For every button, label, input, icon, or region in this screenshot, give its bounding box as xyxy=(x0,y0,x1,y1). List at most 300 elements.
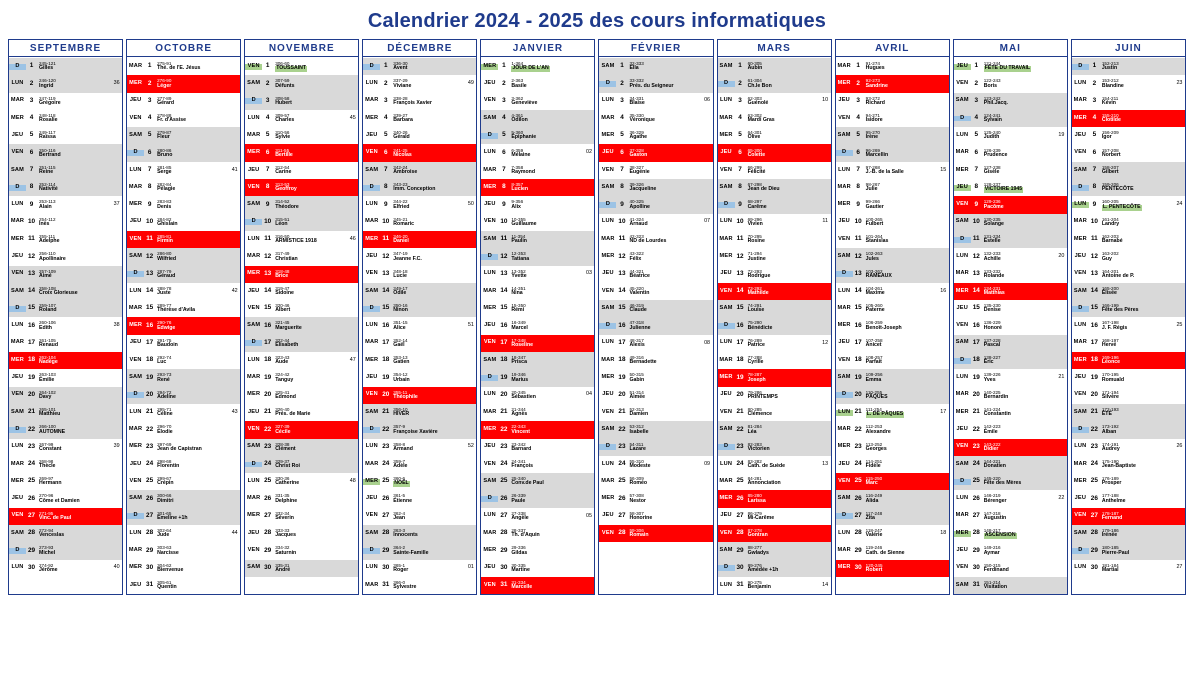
day-row[interactable] xyxy=(836,369,949,386)
day-row[interactable] xyxy=(481,490,594,507)
day-row[interactable] xyxy=(481,58,594,75)
day-row[interactable] xyxy=(127,58,240,75)
day-row[interactable] xyxy=(363,144,476,161)
day-row[interactable] xyxy=(363,404,476,421)
day-row[interactable] xyxy=(481,387,594,404)
day-row[interactable] xyxy=(245,144,358,161)
day-row[interactable] xyxy=(245,369,358,386)
day-row[interactable] xyxy=(599,335,712,352)
day-row[interactable] xyxy=(363,248,476,265)
day-row[interactable] xyxy=(481,300,594,317)
day-row[interactable] xyxy=(599,144,712,161)
day-row[interactable] xyxy=(127,300,240,317)
day-row[interactable] xyxy=(363,560,476,577)
day-row[interactable] xyxy=(245,300,358,317)
day-row[interactable] xyxy=(718,214,831,231)
day-row[interactable] xyxy=(1072,162,1185,179)
day-row[interactable] xyxy=(363,387,476,404)
day-row[interactable] xyxy=(836,525,949,542)
day-row[interactable] xyxy=(363,231,476,248)
day-row[interactable] xyxy=(718,162,831,179)
day-row[interactable] xyxy=(481,93,594,110)
day-row[interactable] xyxy=(954,231,1067,248)
day-row[interactable] xyxy=(481,248,594,265)
day-row[interactable] xyxy=(718,421,831,438)
day-row[interactable] xyxy=(9,404,122,421)
day-row[interactable] xyxy=(127,110,240,127)
day-row[interactable] xyxy=(954,473,1067,490)
day-row[interactable] xyxy=(363,179,476,196)
day-row[interactable] xyxy=(954,144,1067,161)
day-row[interactable] xyxy=(599,214,712,231)
day-row[interactable] xyxy=(9,387,122,404)
day-row[interactable] xyxy=(9,439,122,456)
day-row[interactable] xyxy=(9,560,122,577)
day-row[interactable] xyxy=(481,283,594,300)
day-row[interactable] xyxy=(599,196,712,213)
day-row[interactable] xyxy=(718,387,831,404)
day-row[interactable] xyxy=(954,508,1067,525)
day-row[interactable] xyxy=(481,525,594,542)
day-row[interactable] xyxy=(127,93,240,110)
day-row[interactable] xyxy=(836,387,949,404)
day-row[interactable] xyxy=(363,300,476,317)
day-row[interactable] xyxy=(245,490,358,507)
day-row[interactable] xyxy=(718,127,831,144)
day-row[interactable] xyxy=(599,179,712,196)
day-row[interactable] xyxy=(9,266,122,283)
day-row[interactable] xyxy=(599,266,712,283)
day-row[interactable] xyxy=(718,335,831,352)
day-row[interactable] xyxy=(836,490,949,507)
day-row[interactable] xyxy=(481,127,594,144)
day-row[interactable] xyxy=(1072,283,1185,300)
day-row[interactable] xyxy=(1072,352,1185,369)
day-row[interactable] xyxy=(245,352,358,369)
day-row[interactable] xyxy=(718,525,831,542)
day-row[interactable] xyxy=(363,456,476,473)
day-row[interactable] xyxy=(718,577,831,594)
day-row[interactable] xyxy=(245,456,358,473)
day-row[interactable] xyxy=(1072,439,1185,456)
day-row[interactable] xyxy=(599,473,712,490)
day-row[interactable] xyxy=(9,369,122,386)
day-row[interactable] xyxy=(245,127,358,144)
day-row[interactable] xyxy=(9,58,122,75)
day-row[interactable] xyxy=(1072,58,1185,75)
day-row[interactable] xyxy=(954,387,1067,404)
day-row[interactable] xyxy=(363,369,476,386)
day-row[interactable] xyxy=(954,352,1067,369)
day-row[interactable] xyxy=(836,508,949,525)
day-row[interactable] xyxy=(836,421,949,438)
day-row[interactable] xyxy=(9,335,122,352)
day-row[interactable] xyxy=(1072,456,1185,473)
day-row[interactable] xyxy=(245,439,358,456)
day-row[interactable] xyxy=(599,456,712,473)
day-row[interactable] xyxy=(1072,93,1185,110)
day-row[interactable] xyxy=(481,456,594,473)
day-row[interactable] xyxy=(363,127,476,144)
day-row[interactable] xyxy=(954,93,1067,110)
day-row[interactable] xyxy=(1072,231,1185,248)
day-row[interactable] xyxy=(127,266,240,283)
day-row[interactable] xyxy=(127,248,240,265)
day-row[interactable] xyxy=(718,439,831,456)
day-row[interactable] xyxy=(954,300,1067,317)
day-row[interactable] xyxy=(9,473,122,490)
day-row[interactable] xyxy=(599,352,712,369)
day-row[interactable] xyxy=(599,404,712,421)
day-row[interactable] xyxy=(127,525,240,542)
day-row[interactable] xyxy=(127,144,240,161)
day-row[interactable] xyxy=(9,490,122,507)
day-row[interactable] xyxy=(1072,196,1185,213)
day-row[interactable] xyxy=(245,248,358,265)
day-row[interactable] xyxy=(954,439,1067,456)
day-row[interactable] xyxy=(363,196,476,213)
day-row[interactable] xyxy=(954,248,1067,265)
day-row[interactable] xyxy=(363,490,476,507)
day-row[interactable] xyxy=(1072,266,1185,283)
day-row[interactable] xyxy=(9,110,122,127)
day-row[interactable] xyxy=(599,369,712,386)
day-row[interactable] xyxy=(954,58,1067,75)
day-row[interactable] xyxy=(1072,144,1185,161)
day-row[interactable] xyxy=(599,387,712,404)
day-row[interactable] xyxy=(718,283,831,300)
day-row[interactable] xyxy=(836,266,949,283)
day-row[interactable] xyxy=(363,335,476,352)
day-row[interactable] xyxy=(836,110,949,127)
day-row[interactable] xyxy=(954,214,1067,231)
day-row[interactable] xyxy=(9,283,122,300)
day-row[interactable] xyxy=(245,266,358,283)
day-row[interactable] xyxy=(127,335,240,352)
day-row[interactable] xyxy=(836,93,949,110)
day-row[interactable] xyxy=(245,93,358,110)
day-row[interactable] xyxy=(718,266,831,283)
day-row[interactable] xyxy=(9,352,122,369)
day-row[interactable] xyxy=(954,490,1067,507)
day-row[interactable] xyxy=(245,542,358,559)
day-row[interactable] xyxy=(127,231,240,248)
day-row[interactable] xyxy=(9,75,122,92)
day-row[interactable] xyxy=(9,214,122,231)
day-row[interactable] xyxy=(1072,560,1185,577)
day-row[interactable] xyxy=(599,317,712,334)
day-row[interactable] xyxy=(599,75,712,92)
day-row[interactable] xyxy=(481,439,594,456)
day-row[interactable] xyxy=(363,162,476,179)
day-row[interactable] xyxy=(481,560,594,577)
day-row[interactable] xyxy=(718,58,831,75)
day-row[interactable] xyxy=(9,93,122,110)
day-row[interactable] xyxy=(718,75,831,92)
day-row[interactable] xyxy=(245,404,358,421)
day-row[interactable] xyxy=(836,196,949,213)
day-row[interactable] xyxy=(127,162,240,179)
day-row[interactable] xyxy=(954,542,1067,559)
day-row[interactable] xyxy=(245,162,358,179)
day-row[interactable] xyxy=(245,317,358,334)
day-row[interactable] xyxy=(363,421,476,438)
day-row[interactable] xyxy=(127,127,240,144)
day-row[interactable] xyxy=(954,179,1067,196)
day-row[interactable] xyxy=(718,473,831,490)
day-row[interactable] xyxy=(836,335,949,352)
day-row[interactable] xyxy=(245,421,358,438)
day-row[interactable] xyxy=(836,283,949,300)
day-row[interactable] xyxy=(363,214,476,231)
day-row[interactable] xyxy=(363,525,476,542)
day-row[interactable] xyxy=(954,577,1067,594)
day-row[interactable] xyxy=(481,231,594,248)
day-row[interactable] xyxy=(127,369,240,386)
day-row[interactable] xyxy=(481,162,594,179)
day-row[interactable] xyxy=(1072,300,1185,317)
day-row[interactable] xyxy=(9,196,122,213)
day-row[interactable] xyxy=(599,162,712,179)
day-row[interactable] xyxy=(836,162,949,179)
day-row[interactable] xyxy=(599,490,712,507)
day-row[interactable] xyxy=(363,508,476,525)
day-row[interactable] xyxy=(954,196,1067,213)
day-row[interactable] xyxy=(245,196,358,213)
day-row[interactable] xyxy=(954,317,1067,334)
day-row[interactable] xyxy=(1072,179,1185,196)
day-row[interactable] xyxy=(718,369,831,386)
day-row[interactable] xyxy=(127,421,240,438)
day-row[interactable] xyxy=(599,508,712,525)
day-row[interactable] xyxy=(481,577,594,594)
day-row[interactable] xyxy=(599,248,712,265)
day-row[interactable] xyxy=(481,317,594,334)
day-row[interactable] xyxy=(481,421,594,438)
day-row[interactable] xyxy=(481,179,594,196)
day-row[interactable] xyxy=(127,473,240,490)
day-row[interactable] xyxy=(718,196,831,213)
day-row[interactable] xyxy=(363,352,476,369)
day-row[interactable] xyxy=(245,473,358,490)
day-row[interactable] xyxy=(954,404,1067,421)
day-row[interactable] xyxy=(718,560,831,577)
day-row[interactable] xyxy=(481,404,594,421)
day-row[interactable] xyxy=(1072,369,1185,386)
day-row[interactable] xyxy=(836,542,949,559)
day-row[interactable] xyxy=(1072,525,1185,542)
day-row[interactable] xyxy=(363,110,476,127)
day-row[interactable] xyxy=(9,144,122,161)
day-row[interactable] xyxy=(245,179,358,196)
day-row[interactable] xyxy=(718,110,831,127)
day-row[interactable] xyxy=(718,542,831,559)
day-row[interactable] xyxy=(127,179,240,196)
day-row[interactable] xyxy=(245,214,358,231)
day-row[interactable] xyxy=(9,300,122,317)
day-row[interactable] xyxy=(363,439,476,456)
day-row[interactable] xyxy=(836,179,949,196)
day-row[interactable] xyxy=(954,456,1067,473)
day-row[interactable] xyxy=(127,439,240,456)
day-row[interactable] xyxy=(1072,421,1185,438)
day-row[interactable] xyxy=(245,560,358,577)
day-row[interactable] xyxy=(127,560,240,577)
day-row[interactable] xyxy=(836,473,949,490)
day-row[interactable] xyxy=(127,317,240,334)
day-row[interactable] xyxy=(599,525,712,542)
day-row[interactable] xyxy=(954,266,1067,283)
day-row[interactable] xyxy=(1072,404,1185,421)
day-row[interactable] xyxy=(9,162,122,179)
day-row[interactable] xyxy=(954,110,1067,127)
day-row[interactable] xyxy=(954,75,1067,92)
day-row[interactable] xyxy=(481,75,594,92)
day-row[interactable] xyxy=(954,127,1067,144)
day-row[interactable] xyxy=(836,248,949,265)
day-row[interactable] xyxy=(599,439,712,456)
day-row[interactable] xyxy=(127,387,240,404)
day-row[interactable] xyxy=(718,508,831,525)
day-row[interactable] xyxy=(836,300,949,317)
day-row[interactable] xyxy=(9,317,122,334)
day-row[interactable] xyxy=(1072,387,1185,404)
day-row[interactable] xyxy=(836,317,949,334)
day-row[interactable] xyxy=(481,542,594,559)
day-row[interactable] xyxy=(1072,490,1185,507)
day-row[interactable] xyxy=(481,473,594,490)
day-row[interactable] xyxy=(954,560,1067,577)
day-row[interactable] xyxy=(1072,75,1185,92)
day-row[interactable] xyxy=(245,525,358,542)
day-row[interactable] xyxy=(718,93,831,110)
day-row[interactable] xyxy=(245,508,358,525)
day-row[interactable] xyxy=(127,508,240,525)
day-row[interactable] xyxy=(836,214,949,231)
day-row[interactable] xyxy=(836,127,949,144)
day-row[interactable] xyxy=(481,508,594,525)
day-row[interactable] xyxy=(9,525,122,542)
day-row[interactable] xyxy=(836,58,949,75)
day-row[interactable] xyxy=(1072,127,1185,144)
day-row[interactable] xyxy=(9,456,122,473)
day-row[interactable] xyxy=(363,283,476,300)
day-row[interactable] xyxy=(9,248,122,265)
day-row[interactable] xyxy=(9,127,122,144)
day-row[interactable] xyxy=(363,58,476,75)
day-row[interactable] xyxy=(9,179,122,196)
day-row[interactable] xyxy=(245,75,358,92)
day-row[interactable] xyxy=(481,352,594,369)
day-row[interactable] xyxy=(1072,542,1185,559)
day-row[interactable] xyxy=(481,144,594,161)
day-row[interactable] xyxy=(245,231,358,248)
day-row[interactable] xyxy=(954,162,1067,179)
day-row[interactable] xyxy=(836,231,949,248)
day-row[interactable] xyxy=(127,283,240,300)
day-row[interactable] xyxy=(127,352,240,369)
day-row[interactable] xyxy=(599,421,712,438)
day-row[interactable] xyxy=(1072,317,1185,334)
day-row[interactable] xyxy=(127,75,240,92)
day-row[interactable] xyxy=(718,179,831,196)
day-row[interactable] xyxy=(718,352,831,369)
day-row[interactable] xyxy=(127,490,240,507)
day-row[interactable] xyxy=(481,369,594,386)
day-row[interactable] xyxy=(1072,508,1185,525)
day-row[interactable] xyxy=(127,577,240,594)
day-row[interactable] xyxy=(481,335,594,352)
day-row[interactable] xyxy=(599,110,712,127)
day-row[interactable] xyxy=(718,231,831,248)
day-row[interactable] xyxy=(363,577,476,594)
day-row[interactable] xyxy=(245,283,358,300)
day-row[interactable] xyxy=(127,404,240,421)
day-row[interactable] xyxy=(127,456,240,473)
day-row[interactable] xyxy=(718,456,831,473)
day-row[interactable] xyxy=(599,231,712,248)
day-row[interactable] xyxy=(954,335,1067,352)
day-row[interactable] xyxy=(718,490,831,507)
day-row[interactable] xyxy=(363,473,476,490)
day-row[interactable] xyxy=(481,110,594,127)
day-row[interactable] xyxy=(718,300,831,317)
day-row[interactable] xyxy=(954,369,1067,386)
day-row[interactable] xyxy=(718,317,831,334)
day-row[interactable] xyxy=(9,508,122,525)
day-row[interactable] xyxy=(836,456,949,473)
day-row[interactable] xyxy=(481,196,594,213)
day-row[interactable] xyxy=(245,110,358,127)
day-row[interactable] xyxy=(718,404,831,421)
day-row[interactable] xyxy=(599,93,712,110)
day-row[interactable] xyxy=(836,439,949,456)
day-row[interactable] xyxy=(836,75,949,92)
day-row[interactable] xyxy=(954,525,1067,542)
day-row[interactable] xyxy=(1072,473,1185,490)
day-row[interactable] xyxy=(363,75,476,92)
day-row[interactable] xyxy=(363,542,476,559)
day-row[interactable] xyxy=(363,317,476,334)
day-row[interactable] xyxy=(599,127,712,144)
day-row[interactable] xyxy=(954,421,1067,438)
day-row[interactable] xyxy=(954,283,1067,300)
day-row[interactable] xyxy=(127,214,240,231)
day-row[interactable] xyxy=(599,300,712,317)
day-row[interactable] xyxy=(1072,110,1185,127)
day-row[interactable] xyxy=(836,560,949,577)
day-row[interactable] xyxy=(245,58,358,75)
day-row[interactable] xyxy=(718,248,831,265)
day-row[interactable] xyxy=(9,231,122,248)
day-row[interactable] xyxy=(1072,335,1185,352)
day-row[interactable] xyxy=(9,542,122,559)
day-row[interactable] xyxy=(718,144,831,161)
day-row[interactable] xyxy=(481,214,594,231)
day-row[interactable] xyxy=(363,93,476,110)
day-row[interactable] xyxy=(599,283,712,300)
day-row[interactable] xyxy=(127,542,240,559)
day-row[interactable] xyxy=(1072,248,1185,265)
day-row[interactable] xyxy=(1072,214,1185,231)
day-row[interactable] xyxy=(836,144,949,161)
day-row[interactable] xyxy=(481,266,594,283)
day-row[interactable] xyxy=(363,266,476,283)
day-row[interactable] xyxy=(245,387,358,404)
day-row[interactable] xyxy=(127,196,240,213)
day-row[interactable] xyxy=(836,352,949,369)
day-row[interactable] xyxy=(836,404,949,421)
